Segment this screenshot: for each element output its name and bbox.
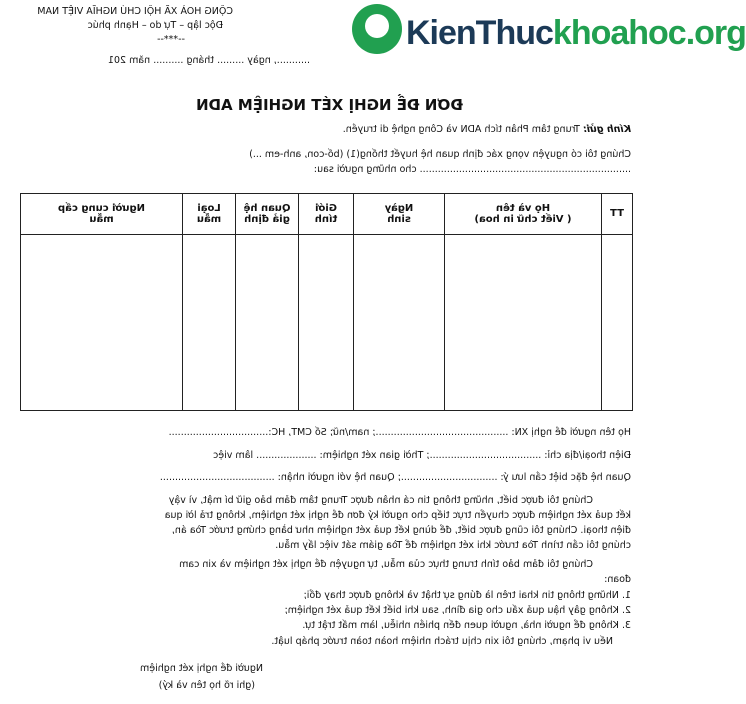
phone-field[interactable]: Điện thoại/địa chỉ: .....................................; Thời gian xét nghiệm: .................... lâm việc xyxy=(213,450,631,461)
col-provider: Người cung cấp mẫu xyxy=(21,194,183,235)
col-dob: Ngày sinh xyxy=(354,194,445,235)
signature-label: Người đề nghị xét nghiệm xyxy=(140,663,263,674)
nation-line-1: CỘNG HOÀ XÃ HỘI CHỦ NGHĨA VIỆT NAM xyxy=(37,6,233,17)
commit-2: 2. Không gây hậu quả xấu cho gia đình, sau khi biết kết quả xét nghiệm; xyxy=(284,605,631,616)
form-title: ĐƠN ĐỀ NGHỊ XÉT NGHIỆM ADN xyxy=(196,96,463,114)
col-name: Họ và tên ( Viết chữ in hoa) xyxy=(445,194,602,235)
intro-line-2: ...................................................................... cho những người sau: xyxy=(313,164,631,175)
person-table xyxy=(20,193,633,411)
para2-line2: đoan: xyxy=(604,574,631,585)
nation-line-2: Độc lập – Tự do – Hạnh phúc xyxy=(87,20,223,31)
col-sample-type: Loại mẫu xyxy=(183,194,236,235)
table-cell[interactable] xyxy=(183,235,236,411)
col-relation: Quan hệ giả định xyxy=(236,194,299,235)
date-line: ..........., ngày ......... tháng .......... năm 201 xyxy=(107,55,310,66)
requester-field[interactable]: Họ tên người đề nghị XN: ............................................; nam/nữ; Số CMT, HC:................................. xyxy=(168,427,631,438)
table-cell[interactable] xyxy=(236,235,299,411)
commit-3: 3. Không để người nhà, người quen đến phiền nhiễu, làm mất trật tự. xyxy=(302,620,631,631)
watermark-logo xyxy=(350,4,746,60)
greeting-text: Trung tâm Phân tích ADN và Công nghệ di truyền. xyxy=(342,124,580,135)
intro-line-1: Chúng tôi có nguyện vọng xác định quan hệ huyết thống(1) (bố-con, anh-em ...) xyxy=(249,149,631,160)
para2-line1: Chúng tôi đảm bảo tính trung thực của mẫu, tự nguyện đề nghị xét nghiệm và xin cam xyxy=(179,559,593,570)
table-cell[interactable] xyxy=(354,235,445,411)
para1-line4: chúng tôi cần trình Tòa trước khi xét nghiệm để Tòa giám sát việc lấy mẫu. xyxy=(275,540,631,551)
watermark-text: KienThuckhoahoc.org xyxy=(406,14,746,52)
commit-1: 1. Những thông tin khai trên là đúng sự thật và không được thay đổi; xyxy=(303,590,631,601)
commit-4: Nếu vi phạm, chúng tôi xin chịu trách nhiệm hoàn toàn trước pháp luật. xyxy=(271,636,613,647)
signature-hint: (ghi rõ họ tên và ký) xyxy=(158,680,255,691)
brain-logo-icon xyxy=(352,4,402,54)
table-cell[interactable] xyxy=(602,235,633,411)
para1-line3: điện thoại. Chúng tôi cũng được biết, để dùng kết quả xét nghiệm như bằng chứng trước Tòa án, xyxy=(171,525,631,536)
stars: --***-- xyxy=(157,34,185,45)
table-cell[interactable] xyxy=(21,235,183,411)
notes-field[interactable]: Quan hệ đặc biệt cần lưu ý: ................................; Quan hệ với người nhận: ...................................... xyxy=(159,472,631,483)
para1-line2: kết quả xét nghiệm được chuyển trực tiếp cho người ký đơn đề nghị xét nghiệm, không trả lời qua xyxy=(164,510,631,521)
greeting xyxy=(343,124,631,135)
col-tt: TT xyxy=(602,194,633,235)
para1-line1: Chúng tôi được biết, những thông tin cá nhân được Trung tâm đảm bảo giữ bí mật, vì vậy xyxy=(168,495,593,506)
col-gender: Giới tính xyxy=(299,194,354,235)
table-cell[interactable] xyxy=(445,235,602,411)
greeting-label: Kính gửi: xyxy=(582,124,631,135)
table-cell[interactable] xyxy=(299,235,354,411)
